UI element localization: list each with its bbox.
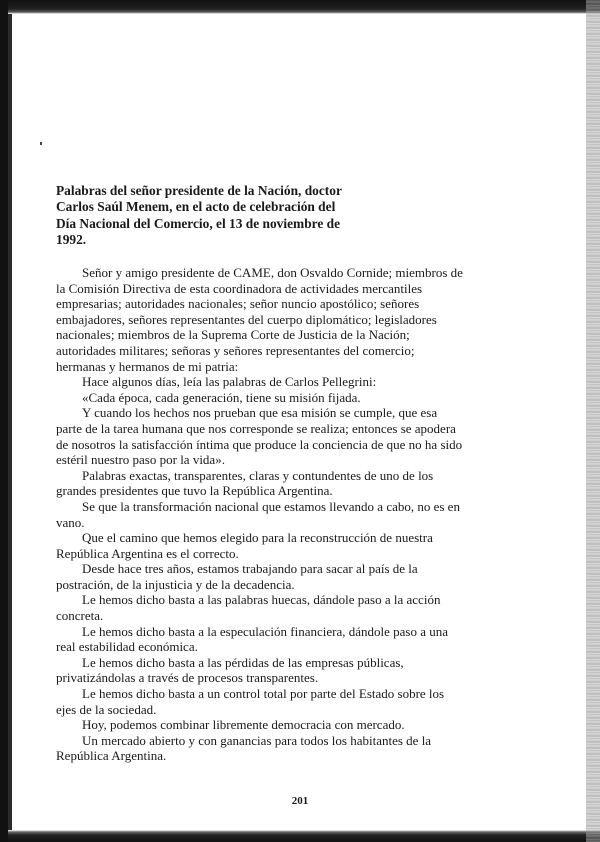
paragraph: Se que la transformación nacional que estamos llevando a cabo, no es en vano. (56, 498, 460, 530)
scan-border-left (0, 0, 8, 842)
paragraph: Un mercado abierto y con ganancias para todos los habitantes de la República Argentina. (56, 732, 432, 764)
paragraph: Desde hace tres años, estamos trabajando para sacar al país de la postración, de la injusticia y de la decadencia. (56, 561, 418, 592)
speech-heading: Palabras del señor presidente de la Nación, doctor Carlos Saúl Menem, en el acto de celebración del Día Nacional del Comercio, el 13 de noviembre de 1992. (56, 183, 342, 248)
paragraph: «Cada época, cada generación, tiene su misión fijada. (82, 389, 361, 405)
paragraph: Hoy, podemos combinar libremente democracia con mercado. (82, 717, 405, 733)
scan-speck (40, 142, 42, 145)
scan-border-left-inner (8, 14, 12, 836)
paragraph: Que el camino que hemos elegido para la reconstrucción de nuestra República Argentina es el correcto. (56, 530, 433, 561)
speech-body (56, 265, 466, 764)
paragraph: Le hemos dicho basta a las palabras huecas, dándole paso a la acción concreta. (56, 592, 441, 624)
paragraph: Y cuando los hechos nos prueban que esa misión se cumple, que esa parte de la tarea humana que nos corresponde se realiza; entonces se apodera de nosotros la satisfacción íntima que produce la conciencia de que no ha sido estéril nuestro paso por la vida». (56, 405, 463, 468)
paragraph: Le hemos dicho basta a las pérdidas de las empresas públicas, privatizándolas a través de procesos transparentes. (56, 654, 404, 686)
scan-border-bottom (8, 830, 600, 842)
paragraph: Palabras exactas, transparentes, claras y contundentes de uno de los grandes presidentes que tuvo la República Argentina. (56, 467, 434, 499)
paragraph: Le hemos dicho basta a un control total por parte del Estado sobre los ejes de la sociedad. (56, 686, 445, 717)
paragraph: Le hemos dicho basta a la especulación financiera, dándole paso a una real estabilidad económica. (56, 623, 449, 655)
paragraph: Hace algunos días, leía las palabras de Carlos Pellegrini: (82, 374, 377, 390)
scan-border-right (586, 0, 600, 842)
paragraph: Señor y amigo presidente de CAME, don Osvaldo Cornide; miembros de la Comisión Directiva de esta coordinadora de actividades mercantiles empresarias; autoridades nacionales; señor nuncio apostólico; señores embajadores, señores representantes del cuerpo diplomático; legisladores nacionales; miembros de la Suprema Corte de Justicia de la Nación; autoridades militares; señoras y señores representantes del comercio; hermanas y hermanos de mi patria: (56, 265, 463, 374)
page-number: 201 (291, 795, 309, 807)
scan-border-top (8, 0, 600, 14)
